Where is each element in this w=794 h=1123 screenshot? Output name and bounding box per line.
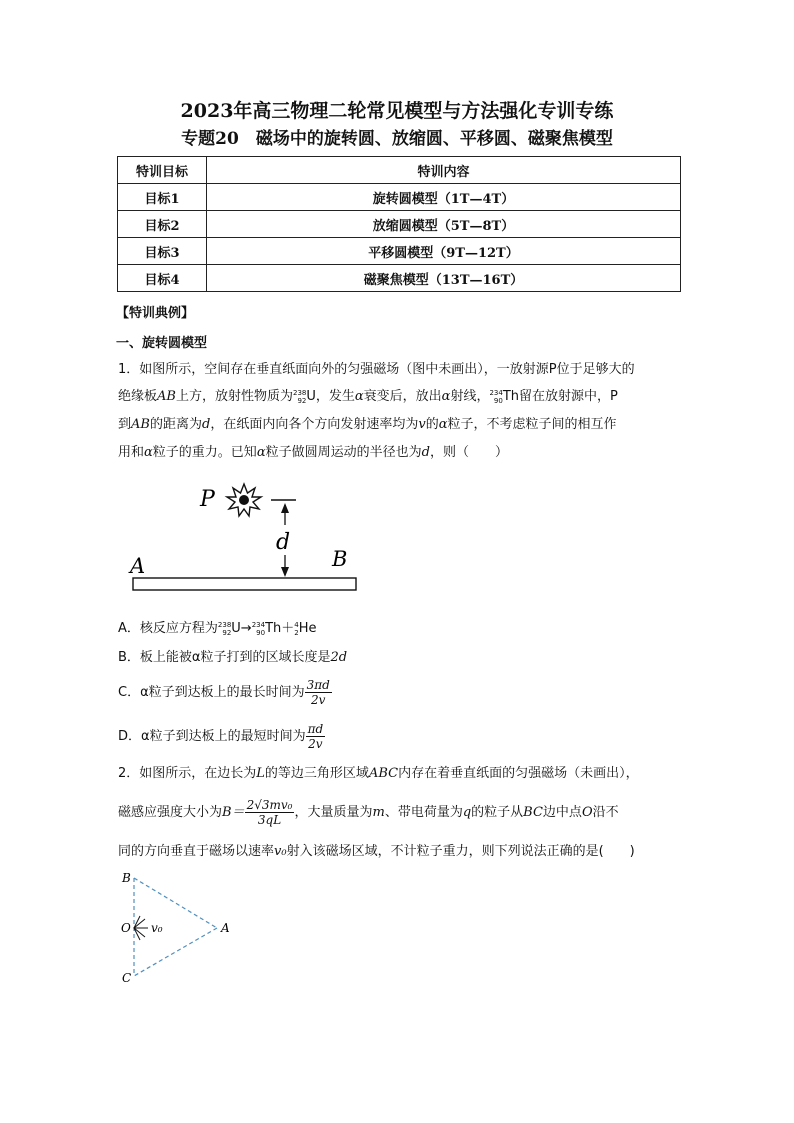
label-v0: v₀ [151,921,163,935]
table-cell: 磁聚焦模型（13T—16T） [207,265,681,292]
q2-figure [121,871,230,985]
label-d: d [276,530,291,555]
table-header-cell: 特训内容 [207,157,681,184]
table-cell: 放缩圆模型（5T—8T） [207,211,681,238]
isotope-u: 238 92 [292,388,307,405]
q2-line-2: 磁感应强度大小为B＝ $\frac{\text{2√3mv₀}}{3qL}$ ，大量质量为m、带电荷量为q的粒子从BC边中点O沿不 [118,798,619,827]
q2-line-1: 2．如图所示，在边长为L的等边三角形区域ABC内存在着垂直纸面的匀强磁场（未画出）， [118,766,639,781]
label-c: C [122,971,132,985]
q2-line-3: 同的方向垂直于磁场以速率v₀射入该磁场区域，不计粒子重力，则下列说法正确的是( ) [118,844,635,859]
arrowhead-up [281,503,289,513]
table-cell: 目标4 [118,265,207,292]
table-cell: 目标1 [118,184,207,211]
table-cell: 旋转圆模型（1T—4T） [207,184,681,211]
q1-line-4: 用和α粒子的重力。已知α粒子做圆周运动的半径也为d，则（ ） [118,445,508,460]
insulating-plate [133,578,356,590]
section-heading-examples: 【特训典例】 [116,306,195,321]
side-ba [134,878,217,928]
velocity-arrows [134,916,148,940]
isotope-th: 234 90 [489,388,503,405]
radioactive-source-icon [227,484,261,516]
label-b: B [122,871,131,885]
q1-option-b: B．板上能被α粒子打到的区域长度是2d [118,650,348,665]
label-o: O [121,921,131,935]
side-ac [134,928,217,976]
q1-line-1: 1．如图所示，空间存在垂直纸面向外的匀强磁场（图中未画出），一放射源P位于足够大的 [118,362,635,377]
q1-line-2: 绝缘板AB上方，放射性物质为 238 92 U，发生α衰变后，放出α射线， 234 90 Th留在放射源中，P [118,388,618,405]
table-cell: 平移圆模型（9T—12T） [207,238,681,265]
q1-line-3: 到AB的距离为d，在纸面内向各个方向发射速率均为v的α粒子，不考虑粒子间的相互作 [118,417,617,432]
section-heading-rotating-circle: 一、旋转圆模型 [116,336,208,351]
document-subtitle: 专题20 磁场中的旋转圆、放缩圆、平移圆、磁聚焦模型 [181,129,613,149]
arrowhead-down [281,567,289,577]
label-b: B [332,547,348,571]
table-cell: 目标3 [118,238,207,265]
label-a: A [221,921,230,935]
table-header-cell: 特训目标 [118,157,207,184]
q1-option-a: A．核反应方程为 238 92 U→ 234 90 Th＋ 4 2 He [118,620,317,637]
label-a: A [130,554,146,578]
q1-option-c: C．α粒子到达板上的最长时间为 $\frac{3\pi d}{2v}$ [118,678,330,707]
label-p: P [200,487,215,512]
q1-option-d: D．α粒子到达板上的最短时间为 $\frac{\pi d}{2v}$ [118,722,324,751]
table-cell: 目标2 [118,211,207,238]
document-title: 2023年高三物理二轮常见模型与方法强化专训专练 [180,100,614,122]
